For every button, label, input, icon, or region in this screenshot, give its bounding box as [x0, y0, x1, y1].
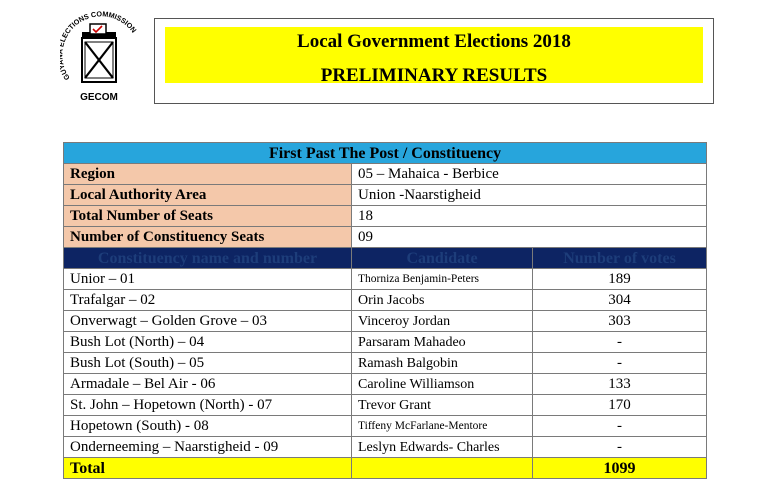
- constituency-cell: St. John – Hopetown (North) - 07: [64, 395, 352, 416]
- table-banner-row: [64, 143, 707, 164]
- column-header-candidate: Candidate: [352, 248, 533, 269]
- logo-arc-text: G ECTIONS COMMISSION: [60, 9, 139, 82]
- info-label-region: Region: [64, 164, 352, 185]
- candidate-cell: Orin Jacobs: [352, 290, 533, 311]
- table-row: [64, 395, 707, 416]
- candidate-cell: Thorniza Benjamin-Peters: [352, 269, 533, 290]
- constituency-cell: Hopetown (South) - 08: [64, 416, 352, 437]
- votes-cell: -: [533, 353, 707, 374]
- header-box: [154, 18, 714, 104]
- constituency-cell: Bush Lot (North) – 04: [64, 332, 352, 353]
- page-subtitle: PRELIMINARY RESULTS: [320, 65, 548, 86]
- table-row: [64, 353, 707, 374]
- info-value-region: 05 – Mahaica - Berbice: [352, 164, 707, 185]
- table-row: [64, 437, 707, 458]
- info-value-constituency-seats: 09: [352, 227, 707, 248]
- candidate-cell: Leslyn Edwards- Charles: [352, 437, 533, 458]
- info-label-constituency-seats: Number of Constituency Seats: [64, 227, 352, 248]
- table-row: [64, 311, 707, 332]
- constituency-cell: Trafalgar – 02: [64, 290, 352, 311]
- constituency-cell: Onderneeming – Naarstigheid - 09: [64, 437, 352, 458]
- table-row: [64, 269, 707, 290]
- table-row: [64, 290, 707, 311]
- page-title: Local Government Elections 2018: [297, 31, 571, 52]
- results-table: [63, 142, 707, 479]
- table-row: [64, 332, 707, 353]
- votes-cell: 303: [533, 311, 707, 332]
- votes-cell: 304: [533, 290, 707, 311]
- total-value: 1099: [533, 458, 707, 479]
- column-header-constituency: Constituency name and number: [64, 248, 352, 269]
- votes-cell: 170: [533, 395, 707, 416]
- votes-cell: -: [533, 332, 707, 353]
- info-row-region: [64, 164, 707, 185]
- info-row-total-seats: [64, 206, 707, 227]
- votes-cell: -: [533, 416, 707, 437]
- candidate-cell: Vinceroy Jordan: [352, 311, 533, 332]
- candidate-cell: Tiffeny McFarlane-Mentore: [352, 416, 533, 437]
- candidate-cell: Parsaram Mahadeo: [352, 332, 533, 353]
- info-value-local-authority: Union -Naarstigheid: [352, 185, 707, 206]
- info-value-total-seats: 18: [352, 206, 707, 227]
- info-row-local-authority: [64, 185, 707, 206]
- gecom-logo: [60, 8, 140, 108]
- table-row: [64, 374, 707, 395]
- total-label: Total: [64, 458, 352, 479]
- info-label-total-seats: Total Number of Seats: [64, 206, 352, 227]
- constituency-cell: Unior – 01: [64, 269, 352, 290]
- candidate-cell: Ramash Balgobin: [352, 353, 533, 374]
- votes-cell: 133: [533, 374, 707, 395]
- logo-abbreviation: GECOM: [80, 92, 118, 103]
- constituency-cell: Bush Lot (South) – 05: [64, 353, 352, 374]
- total-row: [64, 458, 707, 479]
- votes-cell: -: [533, 437, 707, 458]
- table-row: [64, 416, 707, 437]
- total-empty-cell: [352, 458, 533, 479]
- candidate-cell: Trevor Grant: [352, 395, 533, 416]
- column-header-votes: Number of votes: [533, 248, 707, 269]
- column-header-row: [64, 248, 707, 269]
- info-label-local-authority: Local Authority Area: [64, 185, 352, 206]
- votes-cell: 189: [533, 269, 707, 290]
- constituency-cell: Onverwagt – Golden Grove – 03: [64, 311, 352, 332]
- table-banner: First Past The Post / Constituency: [64, 143, 707, 164]
- info-row-constituency-seats: [64, 227, 707, 248]
- candidate-cell: Caroline Williamson: [352, 374, 533, 395]
- constituency-cell: Armadale – Bel Air - 06: [64, 374, 352, 395]
